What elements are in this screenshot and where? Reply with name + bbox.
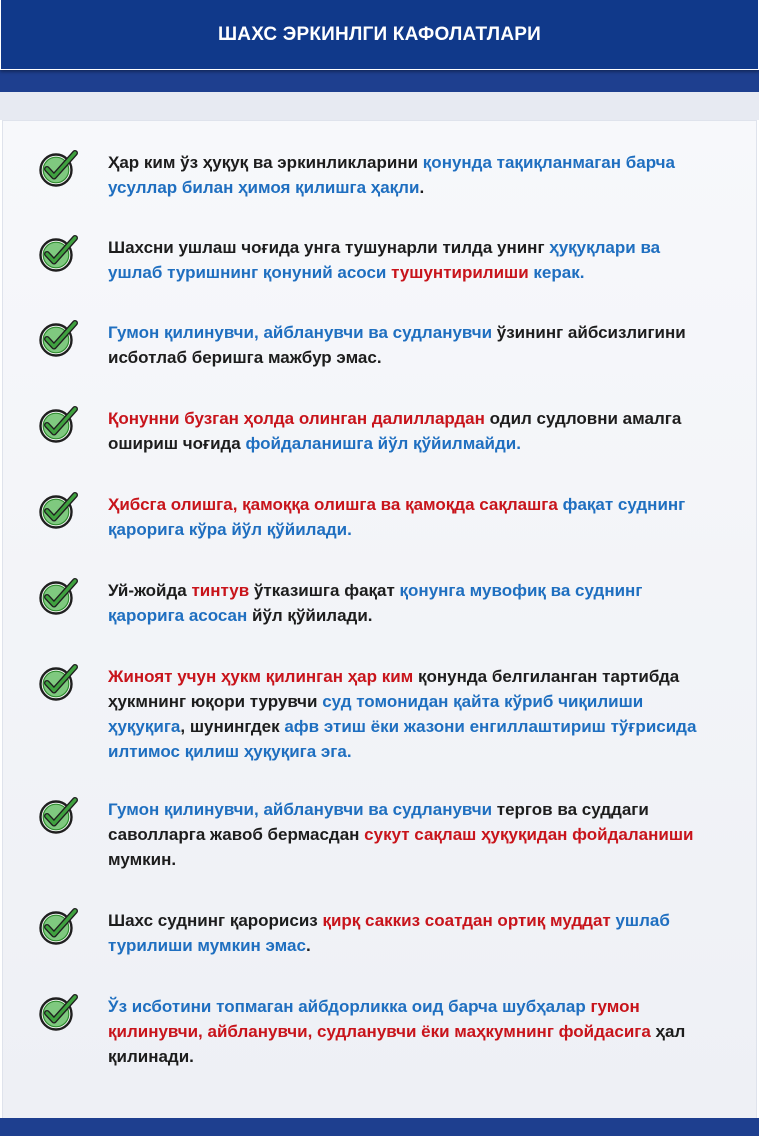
guarantees-panel [2, 120, 757, 1119]
text-segment: фақат суднинг қарорига кўра йўл қўйилади. [108, 495, 686, 539]
guarantee-text [108, 664, 708, 764]
text-segment: ҳал қилинади. [108, 1022, 686, 1066]
guarantee-text [108, 578, 708, 628]
text-segment: фойдаланишга йўл қўйилмайди. [245, 434, 521, 453]
guarantee-text [108, 320, 708, 370]
text-segment: афв этиш ёки жазони енгиллаштириш тўғрисида илтимос қилиш ҳуқуқига эга. [108, 717, 697, 761]
text-segment: Шахс суднинг қарорисиз [108, 911, 323, 930]
header-title-box [0, 0, 759, 70]
page-title: ШАХС ЭРКИНЛГИ КАФОЛАТЛАРИ [218, 23, 541, 45]
text-segment: Уй-жойда [108, 581, 192, 600]
text-segment: сукут сақлаш ҳуқуқидан фойдаланиши [364, 825, 694, 844]
green-check-circle-icon [36, 234, 80, 274]
text-segment: тушунтирилиши [391, 263, 529, 282]
header-gap [0, 92, 759, 120]
text-segment: Гумон қилинувчи, айбланувчи ва судланувчи [108, 800, 497, 819]
text-segment: . [419, 178, 425, 197]
green-check-circle-icon [36, 907, 80, 947]
text-segment: Шахсни ушлаш чоғида унга тушунарли тилда унинг [108, 238, 550, 257]
text-segment: Гумон қилинувчи, айбланувчи ва судланувчи [108, 323, 497, 342]
text-segment: гумон қилинувчи, айбланувчи, судланувчи ёки маҳкумнинг фойдасига [108, 997, 651, 1041]
guarantee-text [108, 492, 708, 542]
text-segment: , шунингдек [180, 717, 285, 736]
text-segment: тинтув [191, 581, 250, 600]
green-check-circle-icon [36, 993, 80, 1033]
text-segment: ҳуқуқлари ва ушлаб туришнинг қонуний асоси [108, 238, 661, 282]
text-segment: ўзининг айбсизлигини исботлаб беришга мажбур эмас. [108, 323, 686, 367]
green-check-circle-icon [36, 319, 80, 359]
text-segment: ушлаб турилиши мумкин эмас [108, 911, 670, 955]
text-segment: қирқ саккиз соатдан ортиқ муддат [322, 911, 616, 930]
text-segment: суд томонидан қайта кўриб чиқилиши ҳуқуқига [108, 692, 644, 736]
text-segment: қонунга мувофиқ ва суднинг қарорига асосан [108, 581, 643, 625]
green-check-circle-icon [36, 491, 80, 531]
green-check-circle-icon [36, 577, 80, 617]
green-check-circle-icon [36, 405, 80, 445]
text-segment: Ўз исботини топмаган айбдорликка оид барча шубҳалар [108, 997, 591, 1016]
guarantee-text [108, 797, 708, 872]
green-check-circle-icon [36, 796, 80, 836]
text-segment: тергов ва суддаги саволларга жавоб бермасдан [108, 800, 649, 844]
text-segment: керак. [528, 263, 585, 282]
text-segment: Жиноят учун ҳукм қилинган ҳар ким [108, 667, 418, 686]
guarantee-text [108, 150, 708, 200]
guarantee-text [108, 235, 708, 285]
text-segment: . [305, 936, 311, 955]
text-segment: одил судловни амалга ошириш чоғида [108, 409, 682, 453]
text-segment: қонунда белгиланган тартибда ҳукмнинг юқори турувчи [108, 667, 680, 711]
text-segment: қонунда тақиқланмаган барча усуллар билан ҳимоя қилишга ҳақли [108, 153, 675, 197]
green-check-circle-icon [36, 149, 80, 189]
text-segment: ўтказишга фақат [249, 581, 400, 600]
text-segment: Қонунни бузган ҳолда олинган далиллардан [108, 409, 490, 428]
guarantee-text [108, 994, 708, 1069]
text-segment: Ҳибсга олишга, қамоққа олишга ва қамоқда сақлашга [108, 495, 563, 514]
green-check-circle-icon [36, 663, 80, 703]
guarantee-text [108, 406, 708, 456]
text-segment: Ҳар ким ўз ҳуқуқ ва эркинликларини [108, 153, 423, 172]
guarantee-text [108, 908, 708, 958]
text-segment: мумкин. [108, 850, 177, 869]
text-segment: йўл қўйилади. [247, 606, 373, 625]
footer-band [0, 1118, 759, 1136]
